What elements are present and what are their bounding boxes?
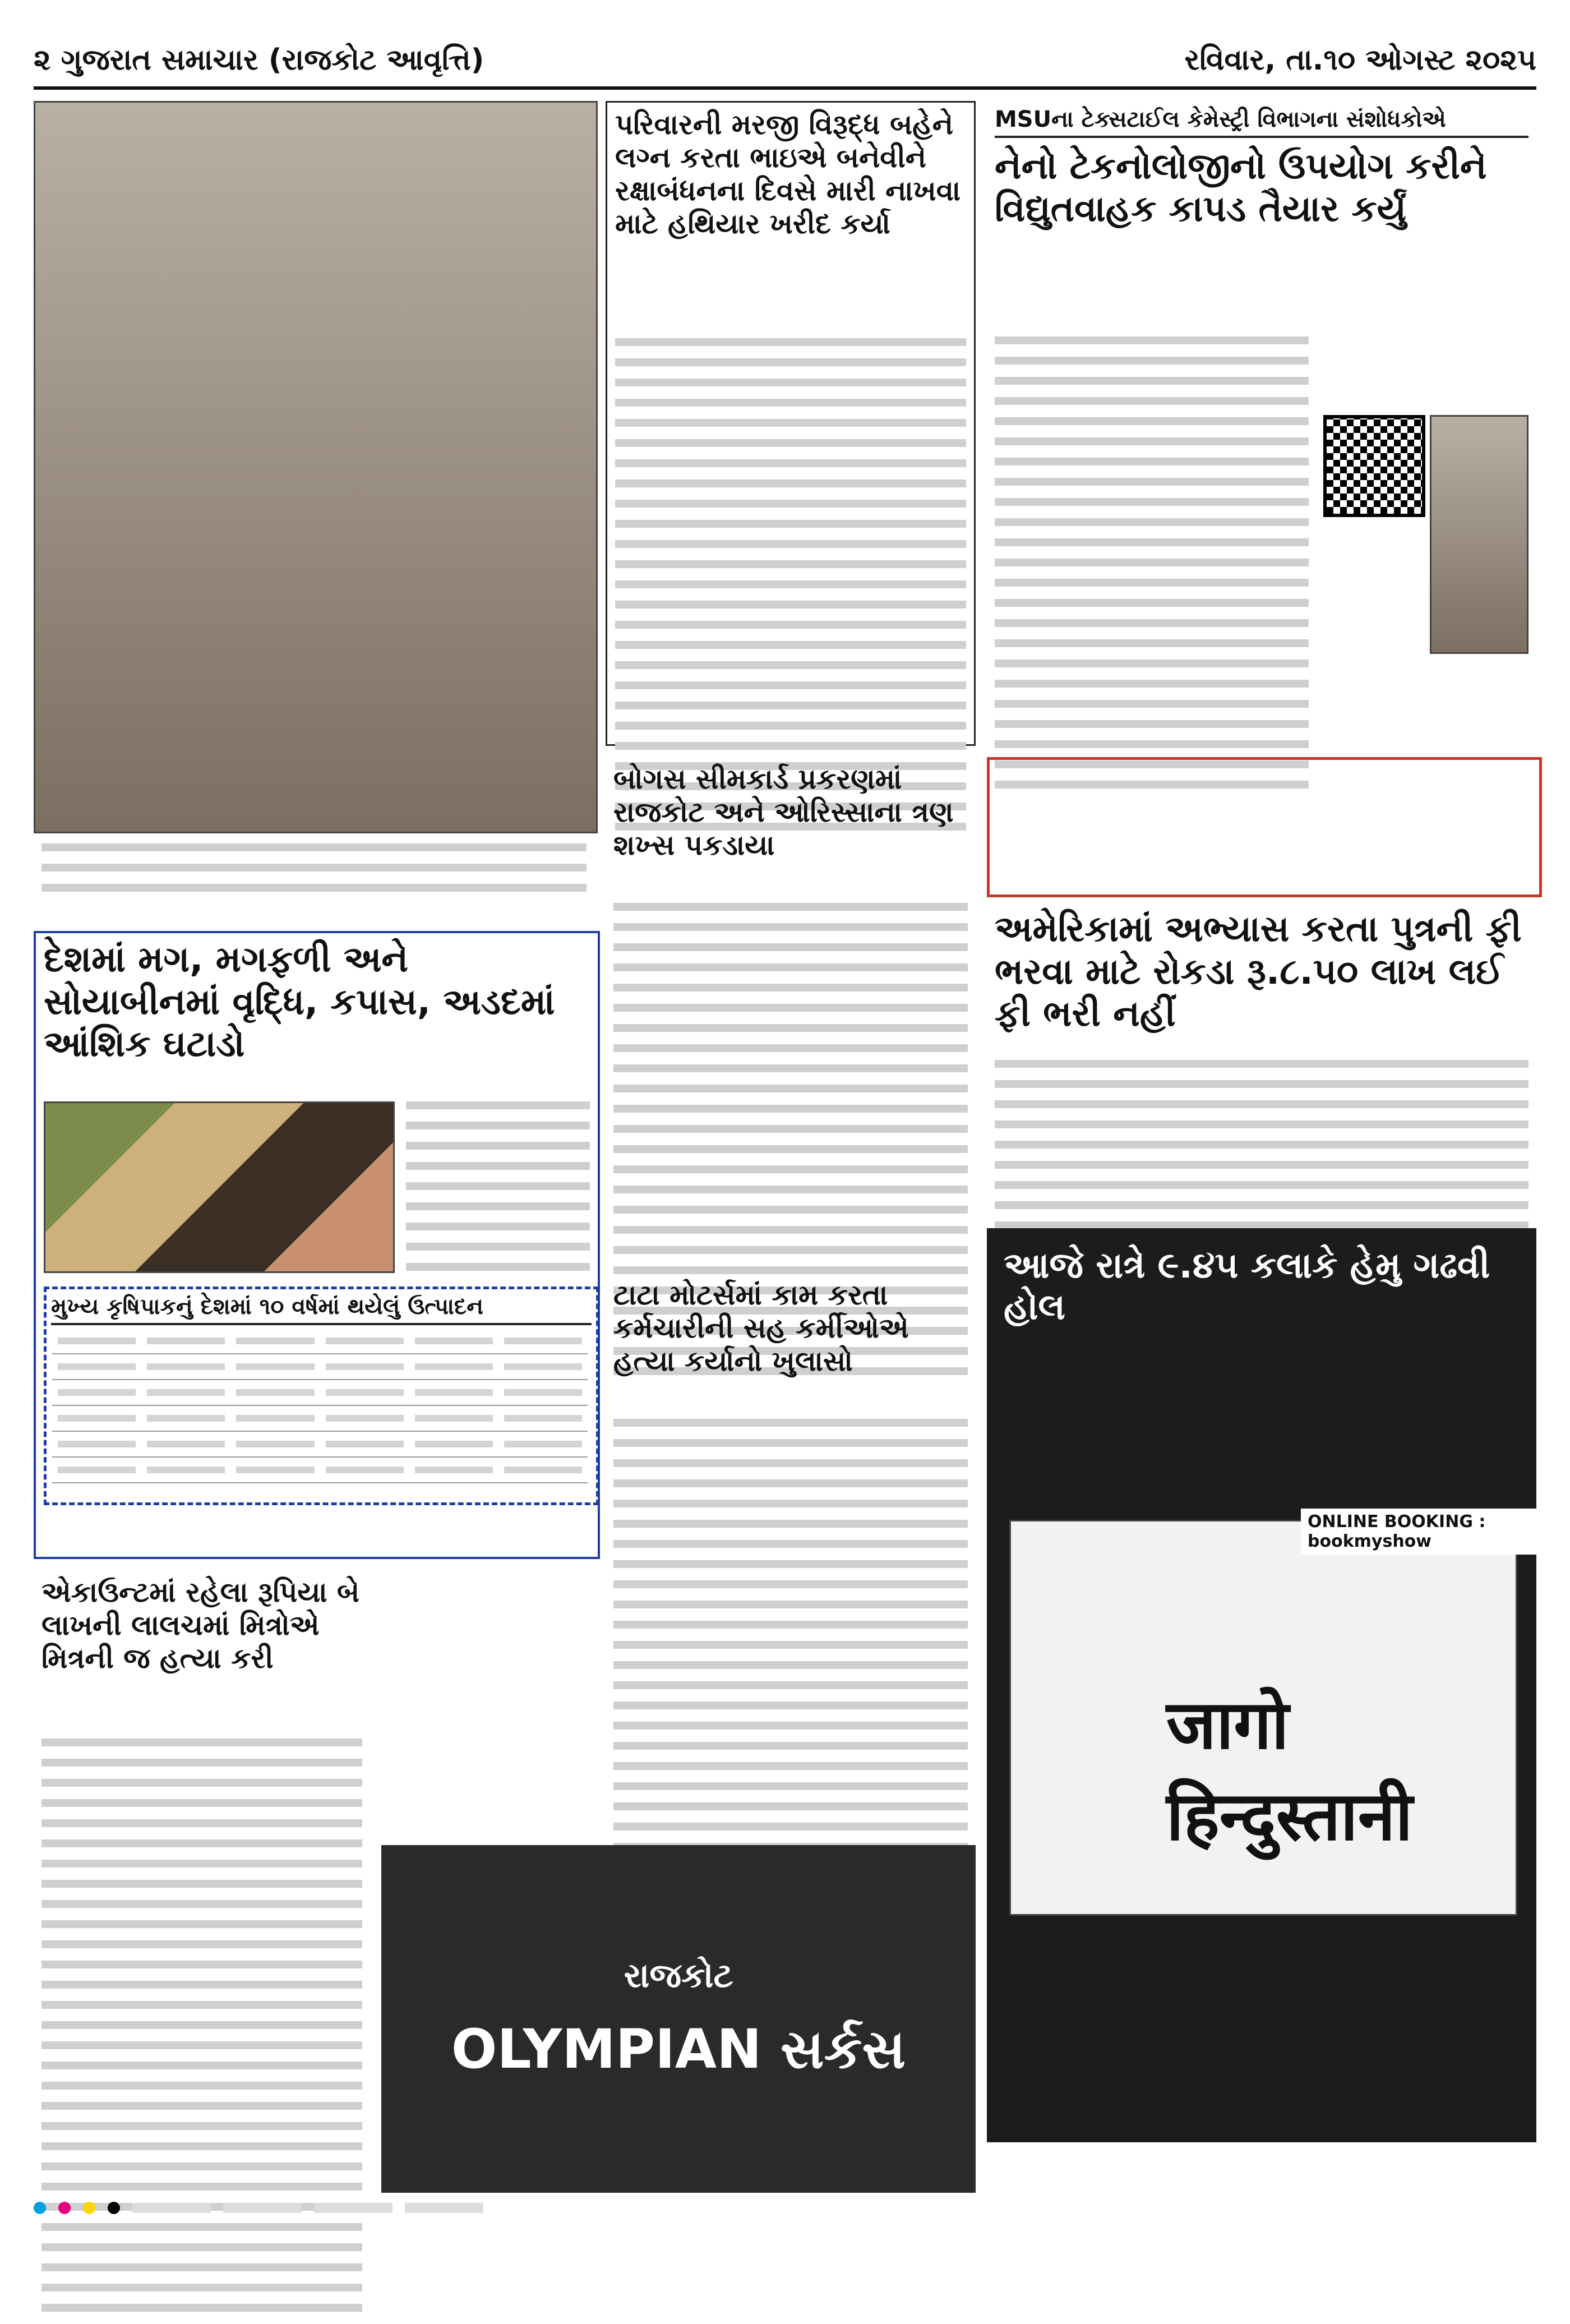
article-murder-plan-headline: પરિવારની મરજી વિરૂદ્ધ બહેને લગ્ન કરતા ભાઇએ બનેવીને રક્ષાબંધનના દિવસે મારી નાખવા માટે હથિયાર ખરીદ કર્યા <box>615 108 961 240</box>
article-chagodar <box>34 1570 370 2193</box>
article-crops-headline: દેશમાં મગ, મગફળી અને સોયાબીનમાં વૃદ્ધિ, કપાસ, અડદમાં આંશિક ઘટાડો <box>44 939 555 1066</box>
article-msu <box>987 101 1536 746</box>
msu-photo <box>1430 415 1529 654</box>
article-tata-headline: ટાટા મોટર્સમાં કામ કરતા કર્મચારીની સહ કર્મીઓએ હત્યા કર્યાનો ખુલાસો <box>613 1279 909 1377</box>
page-label: ૨ ગુજરાત સમાચાર (રાજકોટ આવૃત્તિ) <box>34 43 484 77</box>
qr-code <box>1323 415 1425 517</box>
show-ad-booking: ONLINE BOOKING : bookmyshow <box>1301 1509 1536 1555</box>
article-msu-headline: નેનો ટેકનોલોજીનો ઉપયોગ કરીને વિદ્યુતવાહક કાપડ તૈયાર કર્યું <box>995 146 1487 230</box>
article-msu-kicker: MSUના ટેક્સટાઈલ કેમેસ્ટ્રી વિભાગના સંશોધકોએ <box>995 107 1529 138</box>
crops-table-title: મુખ્ય કૃષિપાકનું દેશમાં ૧૦ વર્ષમાં થયેલું ઉત્પાદન <box>51 1294 592 1325</box>
masthead <box>34 34 1536 90</box>
grain-photo <box>44 1101 395 1273</box>
article-crops <box>34 931 600 1559</box>
date-label: રવિવાર, તા.૧૦ ઓગસ્ટ ૨૦૨૫ <box>1184 43 1536 77</box>
caption-text-placeholder <box>41 843 587 904</box>
show-ad <box>987 1228 1536 2142</box>
ritual-caption <box>34 836 594 920</box>
msu-solar-box <box>987 757 1542 897</box>
article-tata <box>606 1273 976 1834</box>
article-simcard <box>606 757 976 1262</box>
article-visa <box>987 903 1536 1217</box>
article-chagodar-headline: એકાઉન્ટમાં રહેલા રૂપિયા બે લાખની લાલચમાં મિત્રોએ મિત્રની જ હત્યા કરી <box>41 1576 360 1675</box>
article-murder-plan <box>606 101 976 746</box>
ritual-photo <box>34 101 598 833</box>
article-visa-headline: અમેરિકામાં અભ્યાસ કરતા પુત્રની ફી ભરવા માટે રોકડા રૂ.૮.૫૦ લાખ લઈ ફી ભરી નહીં <box>995 909 1522 1035</box>
crops-table <box>52 1329 588 1483</box>
show-ad-headline: આજે રાત્રે ૯.૪૫ કલાકે હેમુ ગઢવી હોલ <box>1004 1245 1490 1328</box>
circus-ad-title: OLYMPIAN સર્કસ <box>451 2018 906 2081</box>
article-simcard-headline: બોગસ સીમકાર્ડ પ્રકરણમાં રાજકોટ અને ઓરિસ્સાના ત્રણ શખ્સ પકડાયા <box>613 763 954 861</box>
crops-table-box <box>44 1286 599 1505</box>
circus-ad-city: રાજકોટ <box>624 1956 733 1995</box>
show-ad-title: जागो हिन्दुस्तानी <box>1166 1686 1413 1856</box>
circus-ad <box>381 1845 976 2193</box>
registration-marks <box>34 2198 1536 2217</box>
